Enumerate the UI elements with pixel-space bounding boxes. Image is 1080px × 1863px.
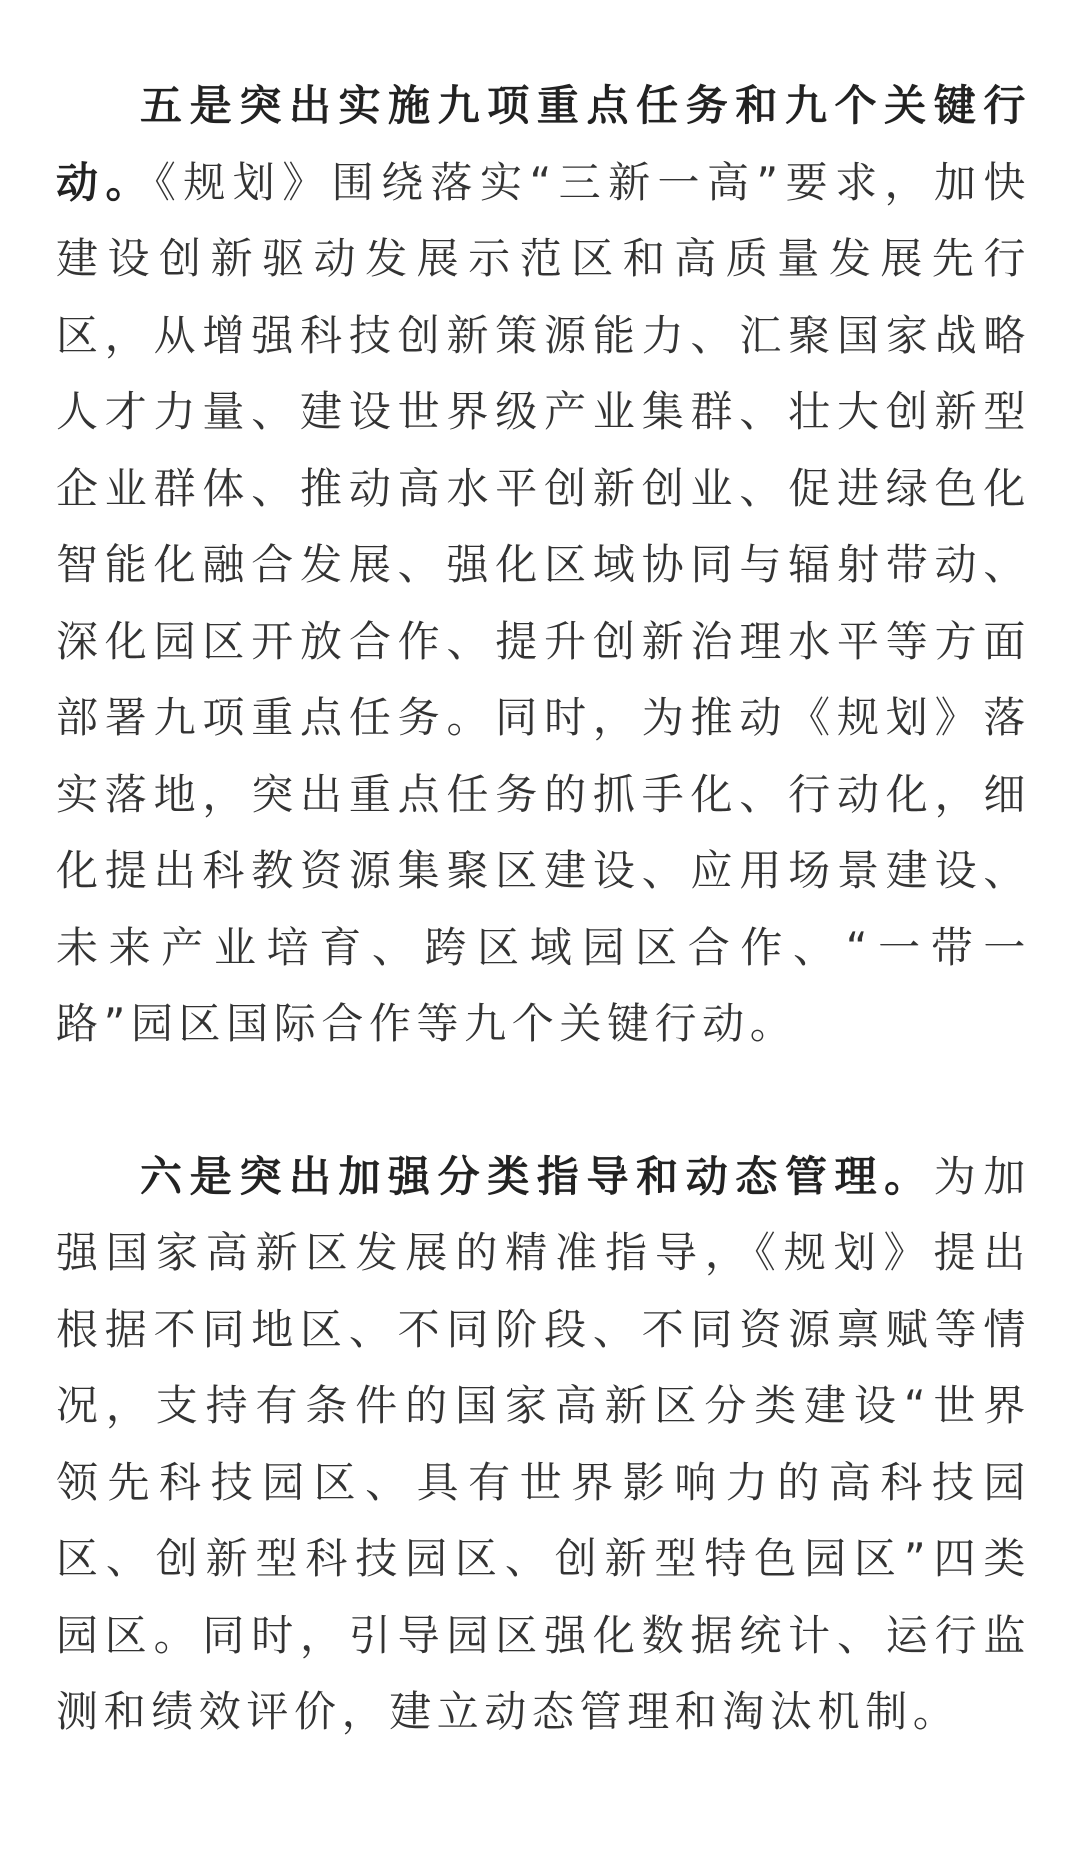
article-body [56, 68, 1031, 1751]
paragraph-classified-guidance [56, 1139, 1031, 1751]
paragraph-body-text: 为加强国家高新区发展的精准指导，《规划》提出根据不同地区、不同阶段、不同资源禀赋等情况，支持有条件的国家高新区分类建设“世界领先科技园区、具有世界影响力的高科技园区、创新型科技园区、创新型特色园区”四类园区。同时，引导园区强化数据统计、运行监测和绩效评价，建立动态管理和淘汰机制。 [56, 1151, 1031, 1736]
paragraph-lead-heading: 六是突出加强分类指导和动态管理。 [140, 1151, 934, 1201]
paragraph-lead-heading: 五是突出实施九项重点任务和九个关键行动。 [56, 81, 1031, 207]
paragraph-body-text: 《规划》围绕落实“三新一高”要求，加快建设创新驱动发展示范区和高质量发展先行区，从增强科技创新策源能力、汇聚国家战略人才力量、建设世界级产业集群、壮大创新型企业群体、推动高水平创新创业、促进绿色化智能化融合发展、强化区域协同与辐射带动、深化园区开放合作、提升创新治理水平等方面部署九项重点任务。同时，为推动《规划》落实落地，突出重点任务的抓手化、行动化，细化提出科教资源集聚区建设、应用场景建设、未来产业培育、跨区域园区合作、“一带一路”园区国际合作等九个关键行动。 [56, 157, 1031, 1048]
paragraph-key-tasks [56, 68, 1031, 1063]
